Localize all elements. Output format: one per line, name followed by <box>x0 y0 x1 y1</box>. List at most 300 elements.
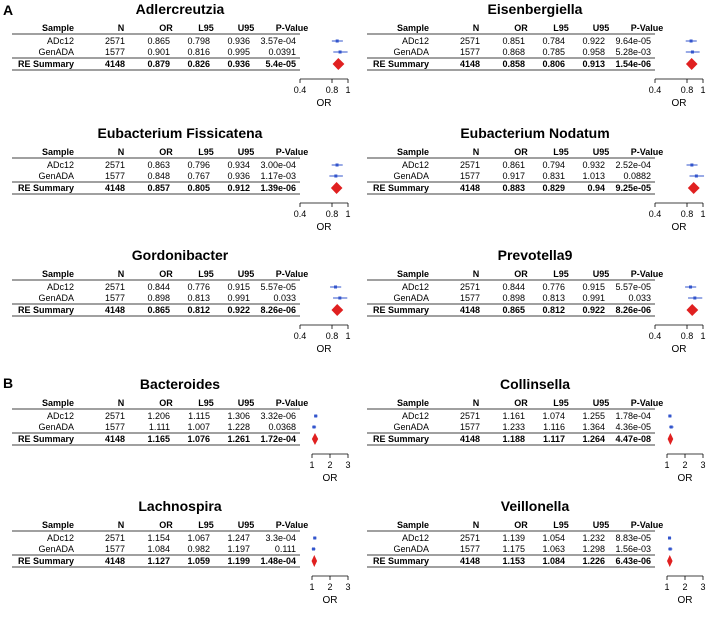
x-tick-label: 1 <box>700 85 706 95</box>
u95-value: 0.936 <box>227 59 250 69</box>
sample-label: ADc12 <box>46 411 74 421</box>
l95-value: 0.813 <box>187 293 210 303</box>
n-value: 2571 <box>459 160 480 170</box>
p-value: 4.36e-05 <box>615 422 651 432</box>
column-header: U95 <box>592 147 610 157</box>
u95-value: 1.264 <box>582 434 605 444</box>
column-header: OR <box>514 520 528 530</box>
or-point <box>690 40 693 43</box>
l95-value: 0.826 <box>187 59 210 69</box>
l95-value: 0.812 <box>542 305 565 315</box>
u95-value: 0.912 <box>227 183 250 193</box>
sample-label: GenADA <box>393 47 429 57</box>
or-value: 1.206 <box>147 411 170 421</box>
or-point <box>339 51 342 54</box>
n-value: 2571 <box>104 533 125 543</box>
n-value: 4148 <box>104 183 125 193</box>
or-point <box>314 415 317 418</box>
u95-value: 0.915 <box>582 282 605 292</box>
summary-diamond <box>333 58 345 70</box>
n-value: 4148 <box>459 183 480 193</box>
n-value: 1577 <box>459 171 480 181</box>
x-tick-label: 1 <box>309 460 315 470</box>
forest-svg <box>365 124 705 264</box>
column-header: U95 <box>592 520 610 530</box>
u95-value: 1.298 <box>582 544 605 554</box>
sample-label: GenADA <box>38 544 74 554</box>
n-value: 1577 <box>459 422 480 432</box>
column-header: Sample <box>396 147 429 157</box>
x-tick-label: 3 <box>345 460 351 470</box>
column-header: OR <box>514 269 528 279</box>
column-header: Sample <box>41 520 74 530</box>
or-point <box>693 297 696 300</box>
u95-value: 0.922 <box>227 305 250 315</box>
summary-diamond <box>312 433 318 445</box>
summary-label: RE Summary <box>17 59 74 69</box>
n-value: 4148 <box>104 59 125 69</box>
x-axis-label: OR <box>322 595 338 606</box>
p-value: 8.83e-05 <box>615 533 651 543</box>
or-value: 0.858 <box>502 59 525 69</box>
column-header: U95 <box>592 23 610 33</box>
sample-label: ADc12 <box>46 160 74 170</box>
x-tick-label: 0.4 <box>293 85 307 95</box>
sample-label: ADc12 <box>401 282 429 292</box>
l95-value: 0.776 <box>187 282 210 292</box>
n-value: 2571 <box>459 411 480 421</box>
u95-value: 0.915 <box>227 282 250 292</box>
or-value: 0.865 <box>147 36 170 46</box>
n-value: 2571 <box>459 533 480 543</box>
forest-plot-collinsella <box>365 363 705 503</box>
plot-title: Eubacterium Nodatum <box>460 125 610 141</box>
column-header: P-Value <box>275 520 309 530</box>
p-value: 5.4e-05 <box>265 59 296 69</box>
column-header: L95 <box>198 147 214 157</box>
or-point <box>312 426 315 429</box>
or-value: 1.154 <box>147 533 170 543</box>
l95-value: 1.054 <box>542 533 565 543</box>
n-value: 2571 <box>459 282 480 292</box>
column-header: P-Value <box>630 23 664 33</box>
l95-value: 0.982 <box>187 544 210 554</box>
forest-plot-lachnospira <box>10 485 350 625</box>
summary-diamond <box>686 304 698 316</box>
forest-plot-adlercreutzia <box>10 0 350 140</box>
summary-label: RE Summary <box>17 556 74 566</box>
x-tick-label: 1 <box>664 582 670 592</box>
p-value: 1.54e-06 <box>615 59 651 69</box>
l95-value: 1.059 <box>187 556 210 566</box>
p-value: 1.39e-06 <box>260 183 296 193</box>
l95-value: 0.805 <box>187 183 210 193</box>
sample-label: ADc12 <box>401 533 429 543</box>
plot-title: Bacteroides <box>139 376 221 392</box>
x-axis-label: OR <box>671 222 687 233</box>
column-header: U95 <box>237 147 255 157</box>
l95-value: 0.816 <box>187 47 210 57</box>
p-value: 0.033 <box>273 293 296 303</box>
l95-value: 1.117 <box>542 434 565 444</box>
summary-diamond <box>667 555 673 567</box>
plot-title: Eubacterium Fissicatena <box>97 125 263 141</box>
column-header: L95 <box>198 23 214 33</box>
or-point <box>670 426 673 429</box>
column-header: OR <box>159 23 173 33</box>
sample-label: GenADA <box>393 171 429 181</box>
or-point <box>695 175 698 178</box>
forest-svg <box>10 363 350 503</box>
column-header: L95 <box>553 398 569 408</box>
x-tick-label: 2 <box>327 460 333 470</box>
x-tick-label: 3 <box>700 460 706 470</box>
x-tick-label: 2 <box>682 460 688 470</box>
or-value: 1.188 <box>502 434 525 444</box>
column-header: P-Value <box>275 398 309 408</box>
x-tick-label: 0.8 <box>680 331 694 341</box>
u95-value: 0.94 <box>587 183 605 193</box>
x-axis-label: OR <box>316 344 332 355</box>
x-tick-label: 1 <box>345 209 351 219</box>
x-tick-label: 1 <box>700 209 706 219</box>
forest-svg <box>10 0 350 140</box>
x-tick-label: 3 <box>345 582 351 592</box>
x-tick-label: 1 <box>700 331 706 341</box>
or-point <box>313 537 316 540</box>
column-header: Sample <box>396 520 429 530</box>
p-value: 0.0391 <box>268 47 296 57</box>
x-tick-label: 0.8 <box>325 331 339 341</box>
x-axis-label: OR <box>677 595 693 606</box>
summary-label: RE Summary <box>372 305 429 315</box>
x-tick-label: 0.8 <box>325 209 339 219</box>
or-point <box>691 51 694 54</box>
p-value: 1.56e-03 <box>615 544 651 554</box>
column-header: P-Value <box>275 147 309 157</box>
p-value: 1.78e-04 <box>615 411 651 421</box>
or-value: 1.139 <box>502 533 525 543</box>
forest-plot-eisenbergiella <box>365 0 705 140</box>
l95-value: 0.812 <box>187 305 210 315</box>
u95-value: 0.934 <box>227 160 250 170</box>
or-point <box>338 297 341 300</box>
l95-value: 0.776 <box>542 282 565 292</box>
column-header: OR <box>514 398 528 408</box>
forest-svg <box>365 0 705 140</box>
sample-label: ADc12 <box>46 282 74 292</box>
or-value: 0.879 <box>147 59 170 69</box>
or-value: 1.153 <box>502 556 525 566</box>
column-header: N <box>472 147 480 157</box>
l95-value: 0.831 <box>542 171 565 181</box>
column-header: P-Value <box>630 520 664 530</box>
sample-label: GenADA <box>38 47 74 57</box>
or-point <box>312 548 315 551</box>
x-tick-label: 0.4 <box>293 331 307 341</box>
u95-value: 0.922 <box>582 305 605 315</box>
n-value: 4148 <box>459 305 480 315</box>
n-value: 4148 <box>104 434 125 444</box>
p-value: 2.52e-04 <box>615 160 651 170</box>
or-value: 0.865 <box>147 305 170 315</box>
l95-value: 0.806 <box>542 59 565 69</box>
forest-svg <box>10 485 350 625</box>
summary-diamond <box>312 555 318 567</box>
x-tick-label: 0.8 <box>680 209 694 219</box>
u95-value: 0.995 <box>227 47 250 57</box>
p-value: 5.57e-05 <box>260 282 296 292</box>
or-value: 0.917 <box>502 171 525 181</box>
column-header: P-Value <box>275 269 309 279</box>
n-value: 4148 <box>459 556 480 566</box>
column-header: Sample <box>41 23 74 33</box>
x-axis-label: OR <box>671 98 687 109</box>
l95-value: 1.084 <box>542 556 565 566</box>
or-point <box>669 548 672 551</box>
p-value: 1.48e-04 <box>260 556 296 566</box>
column-header: U95 <box>237 398 255 408</box>
sample-label: GenADA <box>393 422 429 432</box>
column-header: N <box>117 269 125 279</box>
x-tick-label: 0.4 <box>293 209 307 219</box>
column-header: L95 <box>198 520 214 530</box>
summary-diamond <box>668 433 674 445</box>
sample-label: ADc12 <box>401 411 429 421</box>
x-axis-label: OR <box>316 222 332 233</box>
p-value: 9.64e-05 <box>615 36 651 46</box>
forest-plot-eubacterium-fissicatena <box>10 124 350 264</box>
column-header: OR <box>514 147 528 157</box>
x-axis-label: OR <box>322 473 338 484</box>
summary-label: RE Summary <box>372 556 429 566</box>
n-value: 1577 <box>104 47 125 57</box>
u95-value: 0.991 <box>227 293 250 303</box>
panel-label-a: A <box>3 2 14 18</box>
column-header: P-Value <box>630 147 664 157</box>
or-point <box>668 415 671 418</box>
column-header: Sample <box>396 398 429 408</box>
plot-title: Eisenbergiella <box>487 1 583 17</box>
forest-plot-veillonella <box>365 485 705 625</box>
x-axis-label: OR <box>671 344 687 355</box>
n-value: 1577 <box>104 544 125 554</box>
column-header: N <box>472 520 480 530</box>
or-value: 1.127 <box>147 556 170 566</box>
p-value: 1.17e-03 <box>260 171 296 181</box>
u95-value: 0.922 <box>582 36 605 46</box>
or-value: 1.084 <box>147 544 170 554</box>
column-header: L95 <box>553 23 569 33</box>
sample-label: GenADA <box>38 171 74 181</box>
column-header: U95 <box>237 269 255 279</box>
column-header: N <box>472 269 480 279</box>
plot-title: Veillonella <box>500 498 570 514</box>
or-point <box>334 175 337 178</box>
column-header: Sample <box>41 269 74 279</box>
l95-value: 0.813 <box>542 293 565 303</box>
x-tick-label: 0.4 <box>648 331 662 341</box>
sample-label: GenADA <box>393 544 429 554</box>
column-header: N <box>472 23 480 33</box>
column-header: U95 <box>237 520 255 530</box>
p-value: 5.57e-05 <box>615 282 651 292</box>
summary-label: RE Summary <box>17 183 74 193</box>
summary-diamond <box>331 304 343 316</box>
u95-value: 0.936 <box>227 36 250 46</box>
or-value: 0.898 <box>147 293 170 303</box>
column-header: OR <box>159 147 173 157</box>
u95-value: 1.226 <box>582 556 605 566</box>
n-value: 2571 <box>104 36 125 46</box>
or-value: 1.161 <box>502 411 525 421</box>
l95-value: 1.116 <box>543 422 565 432</box>
p-value: 1.72e-04 <box>260 434 296 444</box>
u95-value: 0.913 <box>582 59 605 69</box>
forest-svg <box>365 363 705 503</box>
x-tick-label: 2 <box>682 582 688 592</box>
l95-value: 1.115 <box>188 411 210 421</box>
summary-label: RE Summary <box>17 434 74 444</box>
column-header: OR <box>514 23 528 33</box>
plot-title: Adlercreutzia <box>135 1 225 17</box>
sample-label: GenADA <box>38 422 74 432</box>
column-header: Sample <box>41 398 74 408</box>
or-value: 0.863 <box>147 160 170 170</box>
x-axis-label: OR <box>316 98 332 109</box>
sample-label: GenADA <box>393 293 429 303</box>
n-value: 1577 <box>104 422 125 432</box>
sample-label: ADc12 <box>401 36 429 46</box>
p-value: 3.00e-04 <box>260 160 296 170</box>
n-value: 2571 <box>104 411 125 421</box>
u95-value: 1.199 <box>227 556 250 566</box>
plot-title: Gordonibacter <box>131 247 229 263</box>
p-value: 0.0882 <box>623 171 651 181</box>
n-value: 1577 <box>104 171 125 181</box>
p-value: 3.32e-06 <box>260 411 296 421</box>
plot-title: Prevotella9 <box>497 247 573 263</box>
or-value: 0.868 <box>502 47 525 57</box>
sample-label: ADc12 <box>46 36 74 46</box>
l95-value: 0.767 <box>187 171 210 181</box>
p-value: 4.47e-08 <box>615 434 651 444</box>
column-header: N <box>117 147 125 157</box>
x-tick-label: 3 <box>700 582 706 592</box>
p-value: 6.43e-06 <box>615 556 651 566</box>
column-header: P-Value <box>630 398 664 408</box>
summary-label: RE Summary <box>17 305 74 315</box>
column-header: OR <box>159 269 173 279</box>
or-value: 1.111 <box>148 422 170 432</box>
or-value: 1.233 <box>502 422 525 432</box>
n-value: 1577 <box>459 544 480 554</box>
column-header: U95 <box>592 398 610 408</box>
panel-label-b: B <box>3 375 14 391</box>
n-value: 4148 <box>104 305 125 315</box>
or-value: 1.175 <box>502 544 525 554</box>
summary-diamond <box>688 182 700 194</box>
n-value: 2571 <box>459 36 480 46</box>
column-header: U95 <box>592 269 610 279</box>
column-header: N <box>472 398 480 408</box>
x-tick-label: 0.4 <box>648 85 662 95</box>
column-header: Sample <box>396 269 429 279</box>
column-header: U95 <box>237 23 255 33</box>
l95-value: 1.063 <box>542 544 565 554</box>
or-point <box>689 286 692 289</box>
l95-value: 0.796 <box>187 160 210 170</box>
u95-value: 0.936 <box>227 171 250 181</box>
column-header: Sample <box>396 23 429 33</box>
summary-label: RE Summary <box>372 183 429 193</box>
p-value: 8.26e-06 <box>260 305 296 315</box>
column-header: L95 <box>198 269 214 279</box>
p-value: 5.28e-03 <box>615 47 651 57</box>
n-value: 1577 <box>459 293 480 303</box>
u95-value: 1.306 <box>227 411 250 421</box>
column-header: N <box>117 520 125 530</box>
or-value: 1.165 <box>147 434 170 444</box>
or-value: 0.901 <box>147 47 170 57</box>
forest-svg <box>365 485 705 625</box>
u95-value: 1.247 <box>227 533 250 543</box>
p-value: 0.033 <box>628 293 651 303</box>
u95-value: 1.013 <box>582 171 605 181</box>
column-header: OR <box>159 520 173 530</box>
column-header: L95 <box>553 269 569 279</box>
l95-value: 1.074 <box>542 411 565 421</box>
x-tick-label: 0.8 <box>325 85 339 95</box>
column-header: N <box>117 23 125 33</box>
or-value: 0.883 <box>502 183 525 193</box>
sample-label: ADc12 <box>401 160 429 170</box>
forest-plot-eubacterium-nodatum <box>365 124 705 264</box>
p-value: 9.25e-05 <box>615 183 651 193</box>
x-tick-label: 0.4 <box>648 209 662 219</box>
l95-value: 0.829 <box>542 183 565 193</box>
column-header: N <box>117 398 125 408</box>
l95-value: 1.076 <box>187 434 210 444</box>
u95-value: 0.991 <box>582 293 605 303</box>
x-axis-label: OR <box>677 473 693 484</box>
p-value: 3.3e-04 <box>265 533 296 543</box>
forest-plot-bacteroides <box>10 363 350 503</box>
u95-value: 1.232 <box>582 533 605 543</box>
or-point <box>668 537 671 540</box>
x-tick-label: 1 <box>309 582 315 592</box>
l95-value: 0.784 <box>542 36 565 46</box>
l95-value: 1.067 <box>187 533 210 543</box>
column-header: P-Value <box>630 269 664 279</box>
u95-value: 0.932 <box>582 160 605 170</box>
u95-value: 0.958 <box>582 47 605 57</box>
n-value: 1577 <box>104 293 125 303</box>
column-header: P-Value <box>275 23 309 33</box>
p-value: 3.57e-04 <box>260 36 296 46</box>
sample-label: ADc12 <box>46 533 74 543</box>
or-value: 0.898 <box>502 293 525 303</box>
column-header: L95 <box>553 520 569 530</box>
or-value: 0.844 <box>502 282 525 292</box>
column-header: L95 <box>553 147 569 157</box>
column-header: Sample <box>41 147 74 157</box>
u95-value: 1.364 <box>582 422 605 432</box>
n-value: 4148 <box>104 556 125 566</box>
or-value: 0.861 <box>502 160 525 170</box>
n-value: 2571 <box>104 160 125 170</box>
l95-value: 1.007 <box>187 422 210 432</box>
